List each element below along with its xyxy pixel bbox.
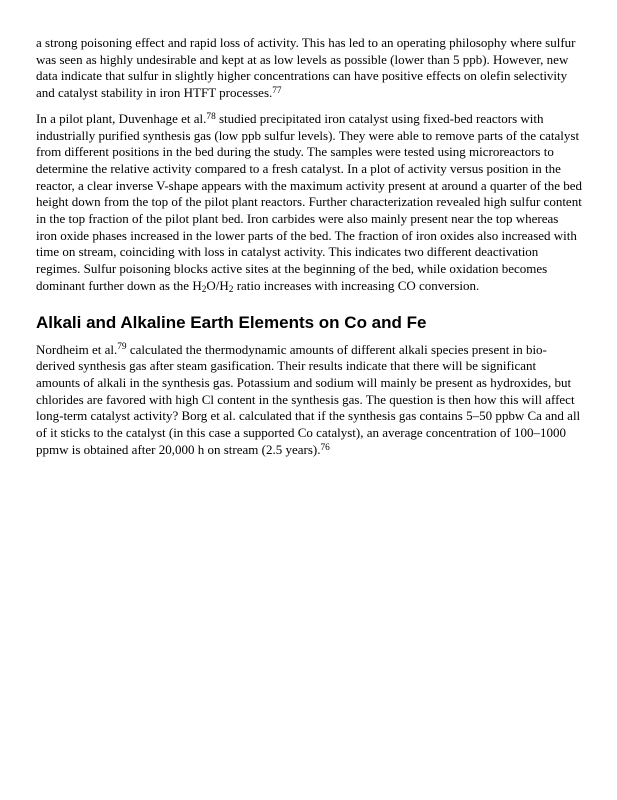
reference-superscript: 78: [206, 111, 216, 122]
reference-superscript: 76: [320, 442, 330, 453]
paragraph-sulfur-philosophy: a strong poisoning effect and rapid loss of activity. This has led to an operating philosophy where sulfur was seen as highly undesirable and kept at as low levels as possible (lower than 5 ppb). However, new data indicate that sulfur in slightly higher concentrations can have positive effects on olefin selectivity and catalyst stability in iron HTFT processes.$^{77}$: [36, 35, 576, 101]
reference-superscript: 77: [272, 85, 282, 96]
paragraph-pilot-plant: In a pilot plant, Duvenhage et al.$^{78}$ studied precipitated iron catalyst using fixed-bed reactors with industrially purified synthesis gas (low ppb sulfur levels). They were able to remove parts of the catalyst from different positions in the bed during the study. The samples were tested using microreactors to determine the relative activity compared to a fresh catalyst. In a plot of activity versus position in the reactor, a clear inverse V-shape appears with the maximum activity present at around a quarter of the bed height down from the top of the pilot plant reactors. Further characterization revealed high sulfur content in the top fraction of the pilot plant bed. Iron carbides were also mainly present near the top whereas iron oxide phases increased in the lower parts of the bed. The fraction of iron oxides also increased with time on stream, coinciding with loss in catalyst activity. This indicates two different deactivation regimes. Sulfur poisoning blocks active sites at the beginning of the bed, while oxidation becomes dominant further down as the $H_2O/H_2$ ratio increases with increasing CO conversion.: [36, 110, 582, 296]
section-heading-alkali: Alkali and Alkaline Earth Elements on Co and Fe: [36, 312, 427, 332]
chemical-subscript: 2: [228, 285, 234, 296]
paragraph-alkali: Nordheim et al.$^{79}$ calculated the thermodynamic amounts of different alkali species present in bio-derived synthesis gas after steam gasification. Their results indicate that there will be significant amounts of alkali in the synthesis gas. Potassium and sodium will mainly be present as hydroxides, but chlorides are favored with high Cl content in the synthesis gas. The question is then how this will affect long-term catalyst activity? Borg et al. calculated that if the synthesis gas contains 5–50 ppbw Ca and all of it sticks to the catalyst (in this case a supported Co catalyst), an average concentration of 100–1000 ppmw is obtained after 20,000 h on stream (2.5 years).$^{76}$: [36, 341, 581, 457]
chemical-subscript: 2: [201, 285, 207, 296]
reference-superscript: 79: [117, 342, 127, 353]
